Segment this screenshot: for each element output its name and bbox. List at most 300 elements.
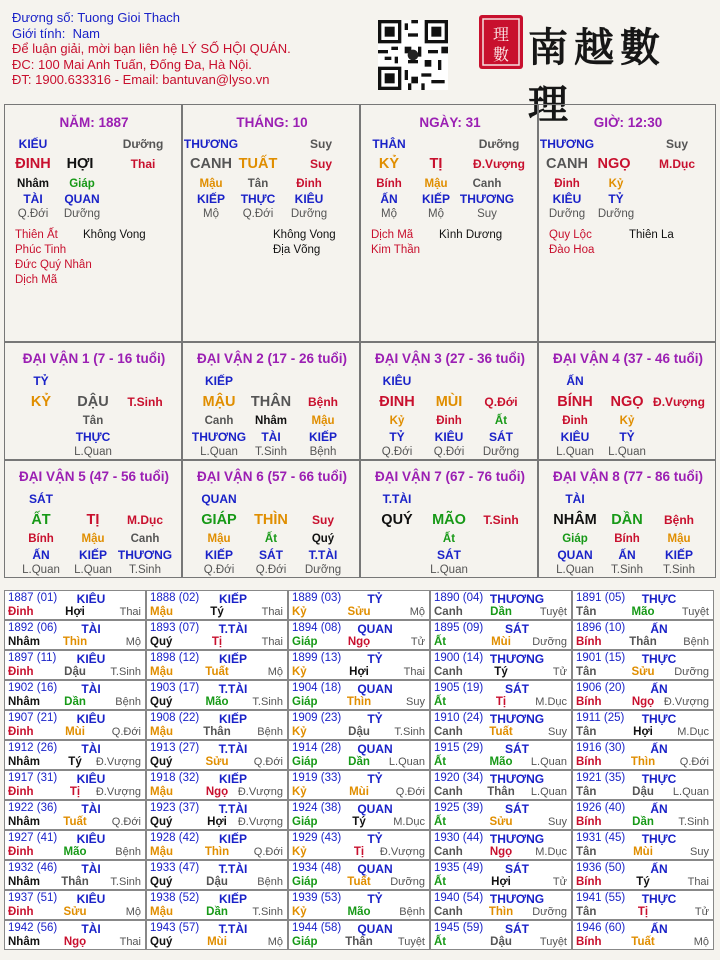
year-god: TỶ [367, 652, 383, 666]
year-chi: Mão [347, 906, 371, 918]
year-label: 1922 (36) [8, 802, 58, 814]
year-can: Giáp [292, 756, 318, 768]
dai-van-can: KỶ [30, 394, 52, 410]
year-phase: L.Quan [530, 786, 567, 798]
year-god: THƯƠNG [489, 652, 545, 666]
year-can: Nhâm [8, 816, 40, 828]
year-phase: Bệnh [115, 846, 141, 858]
year-god: ẤN [650, 742, 668, 756]
contact-line: Để luận giải, mời bạn liên hệ LÝ SỐ HỘI QUÁN. [12, 41, 291, 56]
dai-van-god: TỶ [33, 374, 49, 388]
year-label: 1920 (34) [434, 772, 484, 784]
dai-van-chi: DẦN [611, 512, 643, 528]
year-phase: Thai [119, 936, 141, 948]
year-chi: Ngọ [631, 696, 655, 708]
year-label: 1936 (50) [576, 862, 626, 874]
pillar-phase2: Suy [309, 157, 333, 171]
year-god: KIÊU [76, 892, 106, 906]
dai-van-title: ĐẠI VẬN 3 (27 - 36 tuổi) [374, 351, 526, 366]
year-label: 1931 (45) [576, 832, 626, 844]
year-label: 1930 (44) [434, 832, 484, 844]
year-label: 1888 (02) [150, 592, 200, 604]
hidden-phase: Dưỡng [63, 208, 101, 220]
dai-van-title: ĐẠI VẬN 4 (37 - 46 tuổi) [552, 351, 704, 366]
year-cell [146, 740, 288, 770]
year-cell [430, 710, 572, 740]
dai-van-phase: Bệnh [664, 513, 694, 527]
hidden-god: TỶ [389, 430, 405, 444]
hidden-phase: Q.Đới [203, 564, 235, 576]
pillar-god: THÂN [372, 137, 406, 151]
year-label: 1912 (26) [8, 742, 58, 754]
year-label: 1943 (57) [150, 922, 200, 934]
year-phase: Đ.Vượng [663, 696, 709, 708]
hidden-stem: Nhâm [255, 415, 287, 427]
year-cell [430, 740, 572, 770]
hidden-phase: Mộ [203, 208, 219, 220]
star-left: Phúc Tinh [15, 244, 67, 256]
year-phase: Mộ [125, 636, 141, 648]
year-can: Bính [576, 816, 602, 828]
year-phase: Bệnh [115, 696, 141, 708]
year-god: SÁT [505, 622, 529, 636]
year-chi: Thìn [630, 756, 656, 768]
year-label: 1893 (07) [150, 622, 200, 634]
year-god: SÁT [505, 862, 529, 876]
year-phase: Tuyệt [681, 606, 709, 618]
year-phase: L.Quan [672, 786, 709, 798]
year-label: 1923 (37) [150, 802, 200, 814]
hidden-stem: Ất [494, 415, 508, 427]
year-god: TỶ [367, 892, 383, 906]
hidden-phase: Dưỡng [597, 208, 635, 220]
year-cell [288, 680, 430, 710]
year-chi: Tuất [205, 666, 229, 678]
year-can: Bính [576, 756, 602, 768]
year-cell [288, 920, 430, 950]
hidden-stem: Kỷ [619, 415, 635, 427]
hidden-stem: Kỷ [389, 415, 405, 427]
year-label: 1917 (31) [8, 772, 58, 784]
year-chi: Thìn [346, 696, 372, 708]
gender-value: Nam [72, 25, 101, 41]
hidden-god: TÀI [23, 192, 43, 206]
year-god: ẤN [650, 862, 668, 876]
year-can: Quý [150, 816, 173, 828]
pillar-phase2: M.Dục [659, 157, 695, 171]
year-chi: Tý [68, 756, 82, 768]
year-label: 1894 (08) [292, 622, 342, 634]
year-label: 1896 (10) [576, 622, 626, 634]
hidden-phase: Q.Đới [381, 446, 413, 458]
dai-van-title: ĐẠI VẬN 8 (77 - 86 tuổi) [552, 469, 704, 484]
year-cell [572, 860, 714, 890]
year-god: TÀI [81, 622, 101, 636]
year-label: 1911 (25) [576, 712, 625, 724]
hidden-god: QUAN [64, 192, 100, 206]
year-can: Bính [576, 696, 602, 708]
dai-van-chi: TỊ [86, 512, 100, 528]
dai-van-chi: THÂN [250, 394, 292, 410]
year-cell [146, 590, 288, 620]
logo-text: 南越數理 [528, 24, 666, 128]
year-can: Kỷ [292, 606, 307, 618]
star-left: Kim Thần [371, 244, 421, 256]
year-cell [288, 650, 430, 680]
year-label: 1933 (47) [150, 862, 200, 874]
year-chi: Hợi [65, 606, 85, 618]
year-phase: Đ.Vượng [95, 786, 141, 798]
pillar-title: GIỜ: 12:30 [593, 115, 663, 130]
dai-van-god: QUAN [201, 492, 237, 506]
dai-van-4 [538, 342, 716, 460]
year-cell [146, 770, 288, 800]
hidden-god: SÁT [437, 548, 461, 562]
year-label: 1887 (01) [8, 592, 58, 604]
dai-van-phase: T.Sinh [483, 513, 519, 527]
year-god: THƯƠNG [489, 892, 545, 906]
year-cell [430, 800, 572, 830]
year-god: ẤN [650, 682, 668, 696]
dai-van-can: GIÁP [201, 512, 237, 528]
year-phase: L.Quan [530, 756, 567, 768]
year-god: TỶ [367, 712, 383, 726]
year-can: Ất [434, 696, 447, 708]
year-can: Tân [576, 786, 597, 798]
year-chi: Mão [63, 846, 87, 858]
year-god: KIẾP [218, 652, 248, 666]
hidden-stem: Canh [472, 178, 502, 190]
year-can: Tân [576, 726, 597, 738]
year-can: Mậu [150, 606, 173, 618]
dai-van-god: ẤN [566, 374, 584, 388]
year-cell [4, 740, 146, 770]
hidden-phase: Q.Đới [242, 208, 274, 220]
year-god: ẤN [650, 622, 668, 636]
hidden-phase: Mộ [428, 208, 444, 220]
year-cell [572, 590, 714, 620]
year-chi: Ngọ [63, 936, 87, 948]
year-chi: Sửu [347, 606, 371, 618]
year-can: Tân [576, 606, 597, 618]
year-cell [572, 890, 714, 920]
year-god: TỶ [367, 832, 383, 846]
dai-van-chi: THÌN [254, 512, 288, 528]
hidden-phase: Q.Đới [433, 446, 465, 458]
year-god: THƯƠNG [489, 712, 545, 726]
dai-van-title: ĐẠI VẬN 7 (67 - 76 tuổi) [374, 469, 526, 484]
hidden-phase: L.Quan [608, 446, 646, 458]
phone-email-line: ĐT: 1900.633316 - Email: bantuvan@lyso.vn [12, 72, 270, 87]
year-can: Canh [434, 606, 463, 618]
year-label: 1928 (42) [150, 832, 200, 844]
pillar-title: NĂM: 1887 [59, 115, 129, 130]
dai-van-can: BÍNH [557, 394, 593, 410]
hidden-god: KIẾP [664, 548, 694, 562]
hidden-stem: Bính [376, 178, 402, 190]
year-chi: Dần [632, 816, 654, 828]
hidden-phase: Q.Đới [17, 208, 49, 220]
year-chi: Mùi [349, 786, 369, 798]
year-cell [430, 680, 572, 710]
year-label: 1895 (09) [434, 622, 484, 634]
year-chi: Ngọ [489, 846, 513, 858]
year-cell [4, 770, 146, 800]
year-chi: Dậu [490, 936, 512, 948]
pillar-can: CANH [546, 156, 588, 172]
year-phase: Bệnh [399, 906, 425, 918]
year-label: 1935 (49) [434, 862, 484, 874]
year-cell [4, 860, 146, 890]
year-phase: Tử [694, 906, 709, 918]
pillar-phase2: Thai [130, 157, 156, 171]
year-can: Đinh [8, 666, 34, 678]
year-can: Mậu [150, 726, 173, 738]
year-can: Canh [434, 726, 463, 738]
year-phase: M.Dục [535, 696, 567, 708]
year-phase: T.Sinh [394, 726, 425, 738]
year-cell [430, 770, 572, 800]
year-god: KIÊU [76, 712, 106, 726]
hidden-phase: Dưỡng [304, 564, 342, 576]
year-chi: Dậu [632, 786, 654, 798]
hidden-stem: Bính [614, 533, 640, 545]
year-phase: L.Quan [388, 756, 425, 768]
pillar-chi: NGỌ [597, 156, 631, 172]
hidden-god: KIẾP [78, 548, 108, 562]
hidden-god: TỶ [619, 430, 635, 444]
year-god: TỶ [367, 592, 383, 606]
year-cell [4, 710, 146, 740]
hidden-god: ẤN [380, 192, 398, 206]
hidden-phase: L.Quan [74, 564, 112, 576]
year-phase: Thai [403, 666, 425, 678]
year-chi: Mùi [65, 726, 85, 738]
year-cell [4, 620, 146, 650]
year-chi: Tý [352, 816, 366, 828]
year-can: Kỷ [292, 846, 307, 858]
year-god: THỰC [641, 712, 677, 726]
qr-code-icon [378, 20, 448, 90]
year-can: Mậu [150, 846, 173, 858]
year-can: Kỷ [292, 906, 307, 918]
year-label: 1945 (59) [434, 922, 484, 934]
year-cell [288, 770, 430, 800]
year-phase: Thai [119, 606, 141, 618]
year-phase: Dưỡng [532, 636, 567, 648]
year-label: 1905 (19) [434, 682, 484, 694]
year-chi: Tị [637, 906, 649, 918]
hidden-stem: Mậu [424, 178, 448, 190]
hidden-phase: T.Sinh [611, 564, 643, 576]
year-label: 1941 (55) [576, 892, 626, 904]
year-can: Nhâm [8, 876, 40, 888]
hidden-phase: Dưỡng [548, 208, 586, 220]
year-can: Giáp [292, 876, 318, 888]
dai-van-god: T.TÀI [382, 492, 412, 506]
year-god: T.TÀI [218, 862, 248, 876]
year-chi: Dậu [64, 666, 86, 678]
year-label: 1913 (27) [150, 742, 200, 754]
pillar-3 [360, 104, 538, 342]
pillar-phase: Suy [309, 137, 333, 151]
year-cell [572, 770, 714, 800]
year-god: KIẾP [218, 832, 248, 846]
year-can: Canh [434, 906, 463, 918]
dai-van-god: KIÊU [382, 374, 412, 388]
year-chi: Sửu [631, 666, 655, 678]
year-god: SÁT [505, 742, 529, 756]
year-can: Kỷ [292, 666, 307, 678]
year-cell [146, 650, 288, 680]
year-chi: Tuất [347, 876, 371, 888]
year-cell [146, 680, 288, 710]
year-can: Ất [434, 636, 447, 648]
year-can: Ất [434, 816, 447, 828]
name-value: Tuong Gioi Thach [77, 10, 181, 25]
year-label: 1915 (29) [434, 742, 484, 754]
hidden-phase: Suy [477, 208, 497, 220]
dai-van-title: ĐẠI VẬN 2 (17 - 26 tuổi) [196, 351, 348, 366]
year-can: Tân [576, 906, 597, 918]
dai-van-phase: Bệnh [308, 395, 338, 409]
hidden-phase: L.Quan [200, 446, 238, 458]
year-can: Mậu [150, 666, 173, 678]
year-god: T.TÀI [218, 922, 248, 936]
year-cell [4, 920, 146, 950]
year-god: SÁT [505, 682, 529, 696]
year-cell [288, 890, 430, 920]
year-label: 1938 (52) [150, 892, 200, 904]
hidden-god: KIẾP [421, 192, 451, 206]
year-chi: Dần [64, 696, 86, 708]
year-chi: Mão [631, 606, 655, 618]
hidden-phase: L.Quan [430, 564, 468, 576]
year-can: Đinh [8, 906, 34, 918]
year-chi: Thân [61, 876, 89, 888]
hidden-god: THƯƠNG [459, 192, 515, 206]
year-label: 1904 (18) [292, 682, 342, 694]
year-god: THỰC [641, 652, 677, 666]
hidden-stem: Đinh [562, 415, 588, 427]
year-god: SÁT [505, 922, 529, 936]
hidden-phase: L.Quan [74, 446, 112, 458]
year-label: 1900 (14) [434, 652, 484, 664]
year-cell [572, 800, 714, 830]
year-label: 1934 (48) [292, 862, 342, 874]
dai-van-3 [360, 342, 538, 460]
pillar-2 [182, 104, 360, 342]
year-phase: Suy [690, 846, 709, 858]
year-phase: Tử [410, 636, 425, 648]
year-can: Ất [434, 936, 447, 948]
year-phase: Mộ [267, 666, 283, 678]
star-right: Kình Dương [439, 229, 503, 241]
year-chi: Thìn [62, 636, 88, 648]
year-label: 1897 (11) [8, 652, 57, 664]
year-label: 1901 (15) [576, 652, 626, 664]
year-god: KIÊU [76, 832, 106, 846]
hidden-stem: Ất [442, 533, 456, 545]
pillar-4 [538, 104, 716, 342]
hidden-phase: T.Sinh [255, 446, 287, 458]
year-cell [572, 680, 714, 710]
hidden-god: THƯƠNG [191, 430, 247, 444]
year-phase: T.Sinh [110, 876, 141, 888]
year-god: KIẾP [218, 892, 248, 906]
year-chi: Thìn [488, 906, 514, 918]
year-can: Kỷ [292, 726, 307, 738]
year-god: KIÊU [76, 652, 106, 666]
dai-van-chi: MÙI [435, 394, 463, 410]
hidden-god: KIÊU [434, 430, 464, 444]
pillar-god: THƯƠNG [539, 137, 595, 151]
year-can: Giáp [292, 696, 318, 708]
year-cell [4, 800, 146, 830]
year-cell [572, 710, 714, 740]
hidden-stem: Đinh [554, 178, 580, 190]
year-god: KIẾP [218, 592, 248, 606]
year-god: THỰC [641, 892, 677, 906]
hidden-god: KIÊU [560, 430, 590, 444]
hidden-god: KIÊU [294, 192, 324, 206]
hidden-god: ẤN [32, 548, 50, 562]
dai-van-can: ẤT [31, 512, 51, 528]
year-phase: T.Sinh [110, 666, 141, 678]
year-phase: Q.Đới [395, 786, 425, 798]
year-phase: Tuyệt [539, 936, 567, 948]
year-phase: Bệnh [683, 636, 709, 648]
hidden-stem: Tân [247, 178, 269, 190]
hidden-stem: Đinh [296, 178, 322, 190]
year-cell [288, 590, 430, 620]
year-chi: Hợi [349, 666, 369, 678]
year-god: ẤN [650, 922, 668, 936]
hidden-stem: Tân [82, 415, 104, 427]
dai-van-chi: DẬU [77, 394, 109, 410]
star-left: Quy Lộc [549, 229, 592, 241]
year-phase: Q.Đới [253, 756, 283, 768]
year-chi: Thân [203, 726, 231, 738]
year-phase: Mộ [693, 936, 709, 948]
star-left: Đức Quý Nhân [15, 259, 92, 271]
year-god: THƯƠNG [489, 772, 545, 786]
dai-van-god: TÀI [565, 492, 585, 506]
year-god: QUAN [357, 922, 393, 936]
year-phase: Bệnh [257, 726, 283, 738]
year-can: Quý [150, 756, 173, 768]
year-god: T.TÀI [218, 682, 248, 696]
year-can: Giáp [292, 936, 318, 948]
pillar-chi: TUẤT [238, 156, 278, 172]
year-cell [4, 680, 146, 710]
year-can: Ất [434, 876, 447, 888]
pillar-can: KỶ [378, 156, 400, 172]
year-can: Bính [576, 636, 602, 648]
year-chi: Dậu [206, 876, 228, 888]
year-phase: Dưỡng [674, 666, 709, 678]
year-phase: M.Dục [535, 846, 567, 858]
pillar-title: THÁNG: 10 [236, 115, 308, 130]
year-label: 1932 (46) [8, 862, 58, 874]
year-chi: Tuất [489, 726, 513, 738]
hidden-stem: Kỷ [608, 178, 624, 190]
year-can: Nhâm [8, 756, 40, 768]
year-can: Quý [150, 636, 173, 648]
year-can: Tân [576, 666, 597, 678]
year-god: KIẾP [218, 772, 248, 786]
year-label: 1921 (35) [576, 772, 626, 784]
